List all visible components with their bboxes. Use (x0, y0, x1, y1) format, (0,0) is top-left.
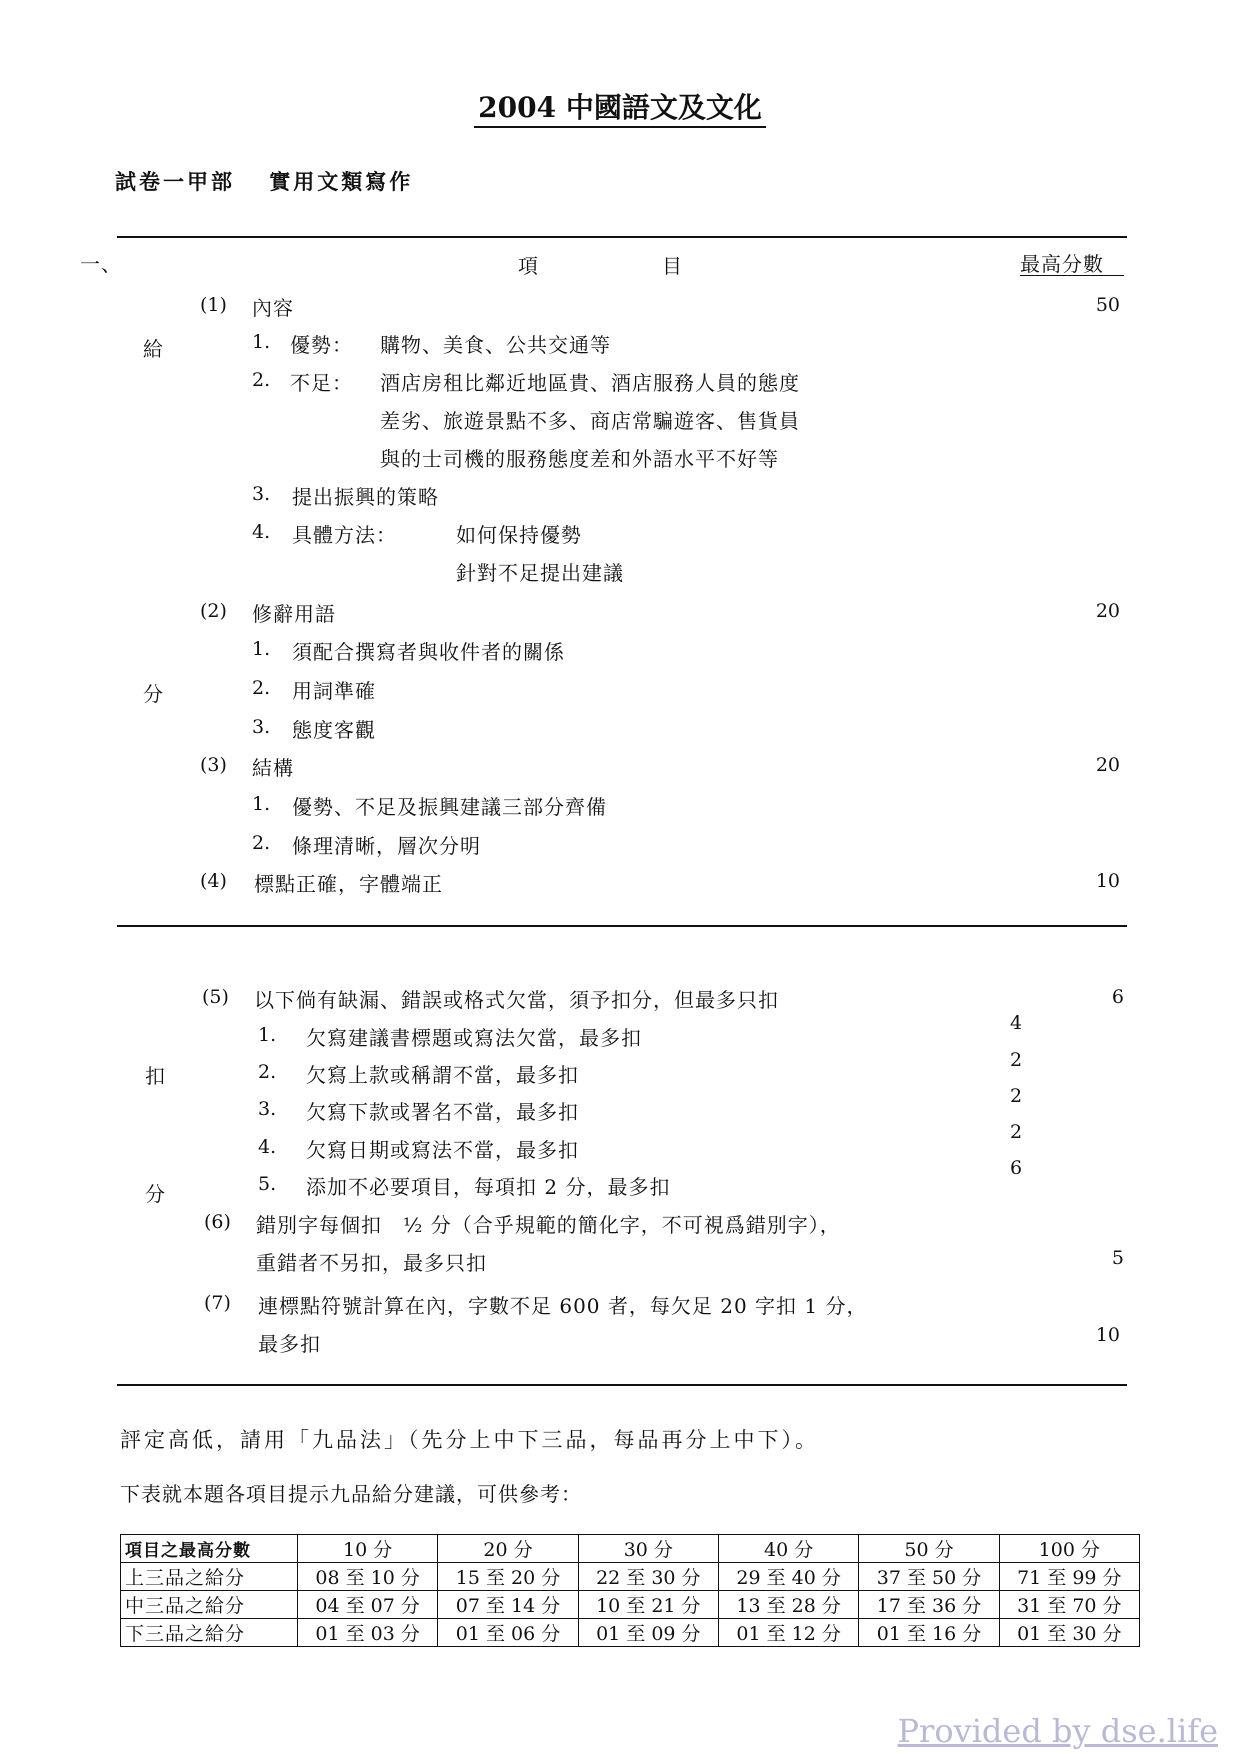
item-label: 內容 (252, 296, 294, 320)
grade-table-row-label: 上三品之給分 (121, 1563, 298, 1591)
grade-table-cell: 13 至 28 分 (718, 1591, 858, 1619)
item-max-score: 20 (1095, 600, 1120, 622)
grade-table-row (121, 1563, 1140, 1591)
deduct-number: (5) (202, 986, 229, 1008)
sub-item-number: 2. (252, 677, 271, 699)
deduct-sub-text: 欠寫上款或稱謂不當，最多扣 (306, 1063, 579, 1087)
sub-item-label: 具體方法： (292, 523, 397, 547)
deduct-sub-number: 3. (258, 1098, 277, 1120)
grade-table-cell: 01 至 09 分 (578, 1619, 718, 1647)
header-max-score: 最高分數 (1020, 252, 1104, 276)
sub-item-text: 態度客觀 (292, 718, 376, 742)
deduct-max-score: 6 (1111, 986, 1124, 1008)
sub-item-number: 4. (252, 521, 271, 543)
deduct-text-line: 最多扣 (258, 1332, 321, 1356)
deduct-max-score: 5 (1111, 1247, 1124, 1269)
item-label: 結構 (252, 756, 294, 780)
item-label: 標點正確，字體端正 (254, 872, 443, 896)
item-number: (4) (200, 870, 227, 892)
sub-item-label: 不足： (290, 371, 353, 395)
grade-table-cell: 17 至 36 分 (859, 1591, 999, 1619)
grade-table-cell: 07 至 14 分 (438, 1591, 578, 1619)
sub-item-text: 提出振興的策略 (292, 485, 439, 509)
sub-item-text: 優勢、不足及振興建議三部分齊備 (292, 795, 607, 819)
grade-table-header-cell: 100 分 (999, 1535, 1139, 1563)
grade-table-cell: 01 至 16 分 (859, 1619, 999, 1647)
grade-table-cell: 29 至 40 分 (718, 1563, 858, 1591)
grade-table-cell: 10 至 21 分 (578, 1591, 718, 1619)
grade-table-row-label: 中三品之給分 (121, 1591, 298, 1619)
deduct-number: (7) (204, 1292, 231, 1314)
sub-item-text-line: 差劣、旅遊景點不多、商店常騙遊客、售貨員 (380, 409, 800, 433)
sub-item-text: 購物、美食、公共交通等 (380, 333, 611, 357)
sub-item-number: 1. (252, 793, 271, 815)
sub-item-text: 用詞準確 (292, 679, 376, 703)
sub-item-label: 優勢： (290, 333, 353, 357)
grade-table-header-cell: 項目之最高分數 (121, 1535, 298, 1563)
sub-item-text: 須配合撰寫者與收件者的關係 (292, 640, 565, 664)
middle-rule (117, 925, 1127, 927)
deduct-sub-score: 2 (1010, 1121, 1023, 1143)
grade-table-cell: 04 至 07 分 (298, 1591, 438, 1619)
deduct-sub-number: 4. (258, 1136, 277, 1158)
note-table-intro: 下表就本題各項目提示九品給分建議，可供參考： (120, 1482, 582, 1506)
grade-table-cell: 31 至 70 分 (999, 1591, 1139, 1619)
footer-watermark[interactable]: Provided by dse.life (897, 1712, 1218, 1750)
page-title: 2004 中國語文及文化 (0, 86, 1240, 126)
grade-table-header-cell: 40 分 (718, 1535, 858, 1563)
deduct-sub-number: 1. (258, 1024, 277, 1046)
item-max-score: 10 (1095, 870, 1120, 892)
grade-table-row-label: 下三品之給分 (121, 1619, 298, 1647)
item-max-score: 20 (1095, 754, 1120, 776)
side-label-deduct-2: 分 (145, 1182, 166, 1206)
sub-item-number: 2. (252, 369, 271, 391)
sub-item-text-line: 酒店房租比鄰近地區貴、酒店服務人員的態度 (380, 371, 800, 395)
grade-table-cell: 08 至 10 分 (298, 1563, 438, 1591)
grade-table-header-row (121, 1535, 1140, 1563)
side-label-give-1: 給 (143, 337, 164, 361)
item-number: (2) (200, 600, 227, 622)
sub-item-number: 1. (252, 638, 271, 660)
grade-table-cell: 01 至 30 分 (999, 1619, 1139, 1647)
item-label: 修辭用語 (252, 602, 336, 626)
side-label-give-2: 分 (143, 682, 164, 706)
grade-table-header-cell: 30 分 (578, 1535, 718, 1563)
grade-table-cell: 15 至 20 分 (438, 1563, 578, 1591)
sub-item-text-line: 如何保持優勢 (456, 523, 582, 547)
grade-table-cell: 71 至 99 分 (999, 1563, 1139, 1591)
sub-item-number: 1. (252, 331, 271, 353)
sub-item-number: 3. (252, 483, 271, 505)
top-rule (117, 236, 1127, 238)
sub-item-number: 2. (252, 832, 271, 854)
side-label-deduct-1: 扣 (145, 1064, 166, 1088)
deduct-text-line: 錯別字每個扣 ½ 分（合乎規範的簡化字，不可視爲錯別字）， (256, 1213, 841, 1237)
grade-table-cell: 22 至 30 分 (578, 1563, 718, 1591)
sub-item-number: 3. (252, 716, 271, 738)
grade-table-row (121, 1591, 1140, 1619)
grade-table-cell: 37 至 50 分 (859, 1563, 999, 1591)
grade-table-header-cell: 10 分 (298, 1535, 438, 1563)
grade-table-row (121, 1619, 1140, 1647)
grade-table-cell: 01 至 06 分 (438, 1619, 578, 1647)
deduct-sub-text: 欠寫建議書標題或寫法欠當，最多扣 (306, 1026, 642, 1050)
grade-table-header-cell: 20 分 (438, 1535, 578, 1563)
sub-item-text-line: 針對不足提出建議 (456, 561, 624, 585)
deduct-sub-score: 2 (1010, 1085, 1023, 1107)
header-item: 項 目 (518, 254, 686, 278)
deduct-max-score: 10 (1095, 1324, 1120, 1346)
question-number: 一、 (80, 252, 122, 276)
header-underline (1020, 275, 1124, 276)
deduct-sub-text: 欠寫日期或寫法不當，最多扣 (306, 1138, 579, 1162)
note-nine-grade: 評定高低，請用「九品法」（先分上中下三品，每品再分上中下）。 (120, 1428, 819, 1452)
deduct-text-line: 重錯者不另扣，最多只扣 (256, 1251, 487, 1275)
deduct-sub-text: 添加不必要項目，每項扣 2 分，最多扣 (306, 1175, 671, 1199)
deduct-text: 以下倘有缺漏、錯誤或格式欠當，須予扣分，但最多只扣 (254, 988, 779, 1012)
grade-table-header-cell: 50 分 (859, 1535, 999, 1563)
deduct-sub-score: 4 (1010, 1012, 1023, 1034)
item-number: (3) (200, 754, 227, 776)
deduct-sub-score: 6 (1010, 1157, 1023, 1179)
deduct-sub-text: 欠寫下款或署名不當，最多扣 (306, 1100, 579, 1124)
bottom-rule (117, 1384, 1127, 1386)
item-number: (1) (200, 294, 227, 316)
sub-item-text-line: 與的士司機的服務態度差和外語水平不好等 (380, 447, 779, 471)
deduct-sub-number: 2. (258, 1061, 277, 1083)
grade-table-cell: 01 至 12 分 (718, 1619, 858, 1647)
grade-table-cell: 01 至 03 分 (298, 1619, 438, 1647)
deduct-text-line: 連標點符號計算在內，字數不足 600 者，每欠足 20 字扣 1 分， (258, 1294, 868, 1318)
deduct-number: (6) (204, 1211, 231, 1233)
section-heading: 試卷一甲部 實用文類寫作 (115, 169, 414, 194)
deduct-sub-score: 2 (1010, 1049, 1023, 1071)
item-max-score: 50 (1095, 294, 1120, 316)
grade-table (120, 1534, 1140, 1647)
deduct-sub-number: 5. (258, 1173, 277, 1195)
sub-item-text: 條理清晰，層次分明 (292, 834, 481, 858)
